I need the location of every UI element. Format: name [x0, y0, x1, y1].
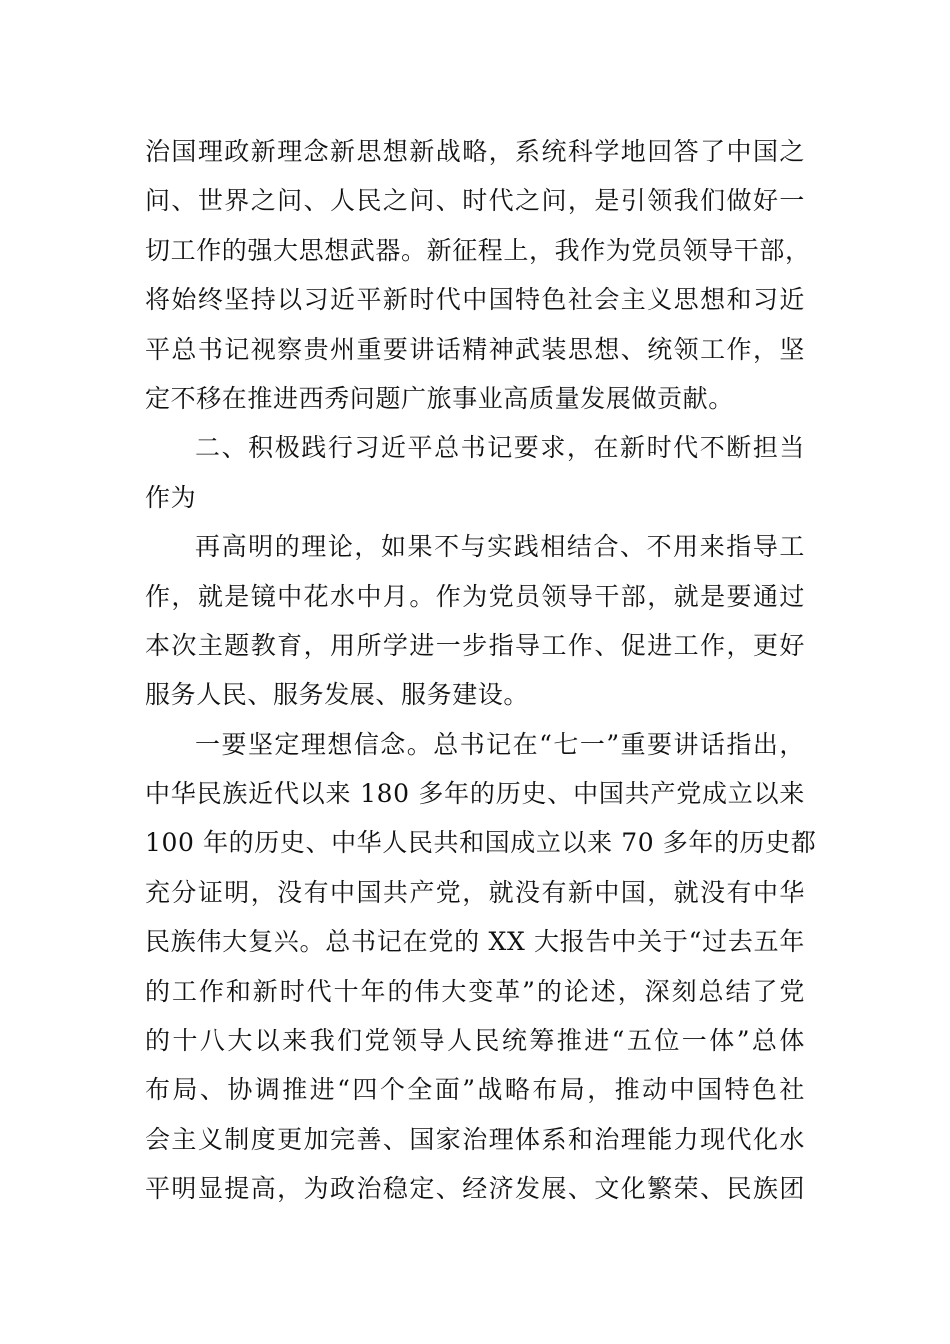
text-line: 再高明的理论，如果不与实践相结合、不用来指导工	[195, 532, 805, 562]
text-line: 的工作和新时代十年的伟大变革”的论述，深刻总结了党	[145, 976, 805, 1006]
text-line: 会主义制度更加完善、国家治理体系和治理能力现代化水	[145, 1124, 805, 1154]
text-line: 问、世界之问、人民之问、时代之问，是引领我们做好一	[145, 186, 805, 216]
text-line: 民族伟大复兴。总书记在党的 XX 大报告中关于“过去五年	[145, 927, 805, 957]
text-line: 切工作的强大思想武器。新征程上，我作为党员领导干部，	[145, 235, 811, 265]
text-line: 100 年的历史、中华人民共和国成立以来 70 多年的历史都	[145, 828, 817, 858]
section-heading-line: 二、积极践行习近平总书记要求，在新时代不断担当	[195, 433, 805, 463]
text-line: 中华民族近代以来 180 多年的历史、中国共产党成立以来	[145, 779, 805, 809]
text-line: 作，就是镜中花水中月。作为党员领导干部，就是要通过	[145, 581, 805, 611]
text-line: 布局、协调推进“四个全面”战略布局，推动中国特色社	[145, 1075, 805, 1105]
text-line: 治国理政新理念新思想新战略，系统科学地回答了中国之	[145, 137, 805, 166]
section-heading-line: 作为	[145, 482, 197, 512]
text-line: 一要坚定理想信念。总书记在“七一”重要讲话指出，	[195, 729, 805, 759]
text-line: 服务人民、服务发展、服务建设。	[145, 680, 530, 710]
text-line: 将始终坚持以习近平新时代中国特色社会主义思想和习近	[145, 285, 805, 315]
text-line: 定不移在推进西秀问题广旅事业高质量发展做贡献。	[145, 383, 734, 413]
text-line: 平总书记视察贵州重要讲话精神武装思想、统领工作，坚	[145, 334, 805, 364]
text-line: 的十八大以来我们党领导人民统筹推进“五位一体”总体	[145, 1026, 805, 1056]
text-line: 平明显提高，为政治稳定、经济发展、文化繁荣、民族团	[145, 1174, 805, 1204]
document-body	[145, 127, 817, 1214]
text-line: 充分证明，没有中国共产党，就没有新中国，就没有中华	[145, 877, 805, 907]
text-line: 本次主题教育，用所学进一步指导工作、促进工作，更好	[145, 630, 805, 660]
